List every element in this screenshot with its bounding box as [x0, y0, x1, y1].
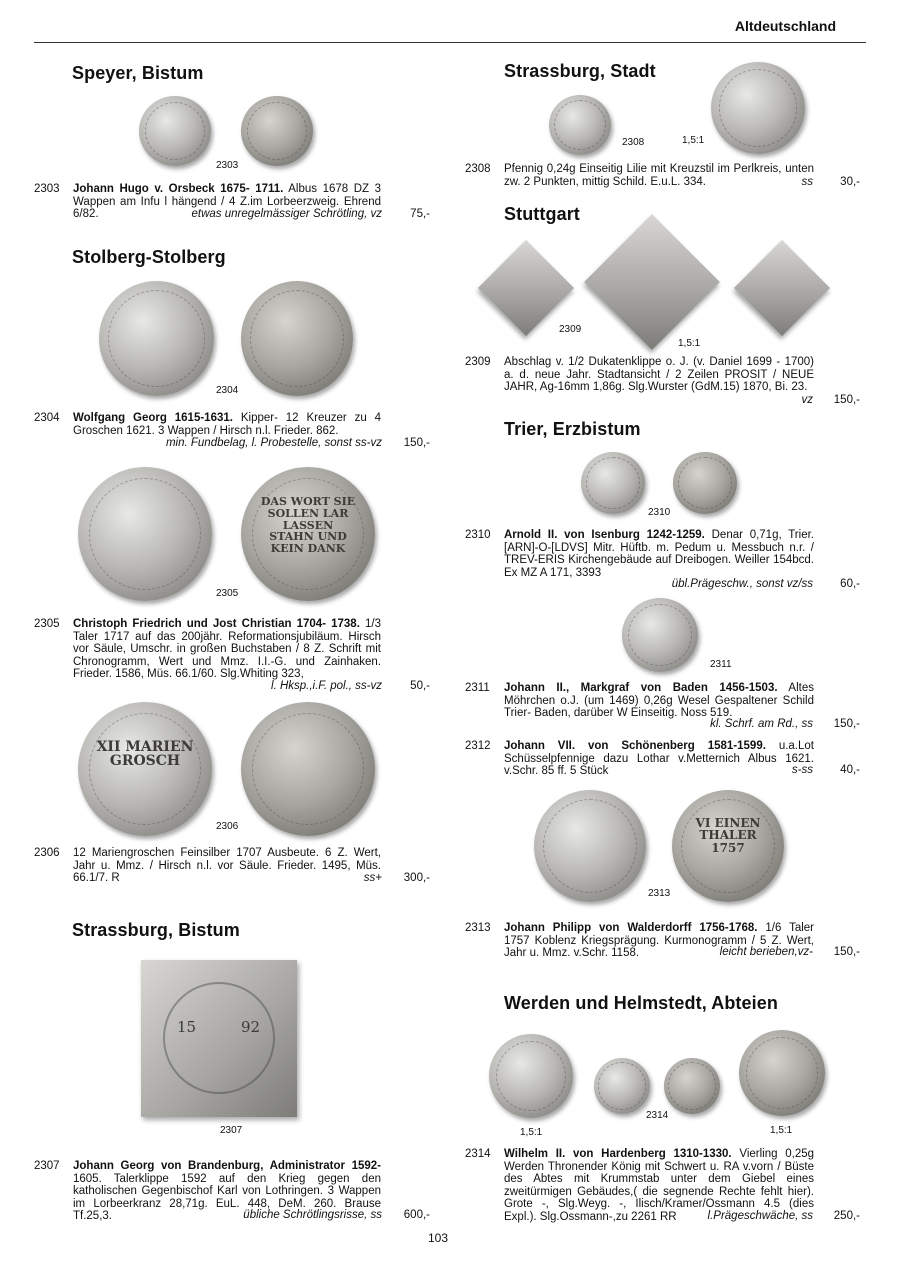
- coin-2313-obverse: [534, 790, 646, 902]
- coin-2310-obverse: [581, 452, 645, 514]
- lot-title-2310: Arnold II. von Isenburg 1242-1259.: [504, 529, 705, 541]
- figure-scale-2309: 1,5:1: [678, 338, 701, 349]
- coin-2307-date-right: 92: [241, 1018, 261, 1036]
- heading-stuttgart: Stuttgart: [504, 204, 580, 224]
- coin-2314-enlarged-reverse: [739, 1030, 825, 1116]
- figure-label-2314: 2314: [646, 1110, 669, 1121]
- lot-number-2308: 2308: [465, 163, 491, 175]
- coin-2308-small: [549, 95, 611, 155]
- lot-title-2313: Johann Philipp von Walderdorff 1756-1768.: [504, 922, 758, 934]
- header-divider: [34, 42, 866, 43]
- lot-description-2308: Pfennig 0,24g Einseitig Lilie mit Kreuzstil im Perlkreis, unten zw. 2 Punkten, mittig Schild. E.u.L. 334.: [504, 163, 814, 188]
- lot-number-2303: 2303: [34, 183, 60, 195]
- lot-title-2303: Johann Hugo v. Orsbeck 1675- 1711.: [73, 183, 284, 195]
- lot-text-2303: Albus 1678 DZ 3 Wappen am Infu l hängend / 4 Z.im Lorbeerzweig. Ehrend 6/82.: [73, 183, 381, 221]
- lot-description-2310: [504, 529, 814, 579]
- heading-stolberg: Stolberg-Stolberg: [72, 247, 226, 267]
- lot-price-2309: 150,-: [833, 394, 860, 406]
- lot-number-2311: 2311: [465, 682, 490, 694]
- lot-number-2306: 2306: [34, 847, 60, 859]
- heading-werden: Werden und Helmstedt, Abteien: [504, 993, 778, 1013]
- coin-2306-inscription: XII MARIEN GROSCH: [96, 738, 194, 770]
- coin-2305-reverse: [241, 467, 375, 601]
- lot-price-2313: 150,-: [833, 946, 860, 958]
- lot-description-2305: [73, 618, 381, 681]
- figure-label-2304: 2304: [216, 385, 239, 396]
- lot-title-2304: Wolfgang Georg 1615-1631.: [73, 412, 233, 424]
- heading-strassburg-bistum: Strassburg, Bistum: [72, 920, 240, 940]
- coin-2308-enlarged: [711, 62, 805, 154]
- heading-speyer: Speyer, Bistum: [72, 63, 204, 83]
- lot-grade-2307: übliche Schrötlingsrisse, ss: [243, 1209, 382, 1221]
- lot-grade-2305: l. Hksp.,i.F. pol., ss-vz: [271, 680, 382, 692]
- section-title: Altdeutschland: [734, 18, 836, 34]
- coin-2306-obverse: [78, 702, 212, 836]
- figure-label-2313: 2313: [648, 888, 671, 899]
- lot-number-2305: 2305: [34, 618, 60, 630]
- lot-title-2314: Wilhelm II. von Hardenberg 1310-1330.: [504, 1148, 732, 1160]
- lot-price-2305: 50,-: [410, 680, 430, 692]
- coin-2304-obverse: [99, 281, 214, 396]
- coin-2307-klippe: [141, 960, 297, 1117]
- lot-price-2314: 250,-: [833, 1210, 860, 1222]
- figure-label-2306: 2306: [216, 821, 239, 832]
- coin-2303-obverse: [139, 96, 211, 166]
- lot-price-2311: 150,-: [833, 718, 860, 730]
- coin-2307-date-left: 15: [177, 1018, 197, 1036]
- lot-description-2312: [504, 740, 814, 778]
- lot-number-2313: 2313: [465, 922, 491, 934]
- lot-grade-2310: übl.Prägeschw., sonst vz/ss: [671, 578, 813, 590]
- lot-grade-2308: ss: [801, 176, 813, 188]
- lot-description-2311: [504, 682, 814, 720]
- coin-2314-enlarged-obverse: [489, 1034, 573, 1118]
- coin-2304-reverse: [241, 281, 353, 396]
- coin-2314-reverse: [664, 1058, 720, 1114]
- figure-label-2308: 2308: [622, 137, 645, 148]
- coin-2314-obverse: [594, 1058, 650, 1114]
- lot-number-2314: 2314: [465, 1148, 491, 1160]
- lot-grade-2314: l.Prägeschwäche, ss: [707, 1210, 813, 1222]
- lot-grade-2309: vz: [801, 394, 813, 406]
- lot-number-2309: 2309: [465, 356, 491, 368]
- lot-grade-2313: leicht berieben,vz-: [719, 946, 813, 958]
- figure-scale-2314-right: 1,5:1: [770, 1125, 793, 1136]
- lot-grade-2312: s-ss: [791, 764, 813, 776]
- lot-price-2310: 60,-: [840, 578, 860, 590]
- lot-price-2304: 150,-: [403, 437, 430, 449]
- coin-2303-reverse: [241, 96, 313, 166]
- lot-text-2311: Altes Möhrchen o.J. (um 1469) 0,26g Wesel Gespaltener Schild Trier- Baden, darüber W Einseitig. Noss 519.: [504, 682, 814, 720]
- lot-text-2304: Kipper- 12 Kreuzer zu 4 Groschen 1621. 3 Wappen / Hirsch n.l. Frieder. 862.: [73, 412, 381, 437]
- coin-2311: [622, 598, 698, 672]
- lot-description-2306: 12 Mariengroschen Feinsilber 1707 Ausbeute. 6 Z. Wert, Jahr u. Mmz. / Hirsch n.l. vor Säule. Frieder. 1495, Müs. 66.1/7. R: [73, 847, 381, 885]
- figure-label-2310: 2310: [648, 507, 671, 518]
- figure-scale-2314-left: 1,5:1: [520, 1127, 543, 1138]
- lot-text-2307: 1605. Talerklippe 1592 auf den Krieg gegen den katholischen Gegenbischof Karl von Lothringen. 3 Wappen im Lorbeerkranz 28,71g. EuL. 448, DeM. 260. Brause Tf.25,3.: [73, 1172, 381, 1223]
- coin-2306-reverse: [241, 702, 375, 836]
- lot-text-2310: Denar 0,71g, Trier. [ARN]-O-[LDVS] Mitr. Hüftb. m. Pedum u. Messbuch n.r. / TREV-ERIS Kirchengebäude auf Dreibogen. Weiller 154bcd. Ex MZ A 171, 3393: [504, 529, 814, 579]
- coin-2309-reverse: [734, 240, 830, 336]
- lot-title-2312: Johann VII. von Schönenberg 1581-1599.: [504, 740, 766, 752]
- lot-number-2304: 2304: [34, 412, 60, 424]
- lot-grade-2304: min. Fundbelag, l. Probestelle, sonst ss-vz: [165, 437, 382, 449]
- page-number: 103: [428, 1231, 449, 1245]
- coin-2305-obverse: [78, 467, 212, 601]
- coin-2313-reverse: [672, 790, 784, 902]
- lot-number-2312: 2312: [465, 740, 491, 752]
- lot-description-2304: [73, 412, 381, 437]
- lot-price-2306: 300,-: [403, 872, 430, 884]
- lot-price-2303: 75,-: [410, 208, 430, 220]
- figure-label-2305: 2305: [216, 588, 239, 599]
- heading-strassburg-stadt: Strassburg, Stadt: [504, 61, 656, 81]
- figure-label-2303: 2303: [216, 160, 239, 171]
- lot-price-2312: 40,-: [840, 764, 860, 776]
- lot-title-2307: Johann Georg von Brandenburg, Administrator 1592-: [73, 1160, 381, 1172]
- lot-price-2308: 30,-: [840, 176, 860, 188]
- lot-grade-2311: kl. Schrf. am Rd., ss: [710, 718, 813, 730]
- lot-number-2307: 2307: [34, 1160, 60, 1172]
- heading-trier: Trier, Erzbistum: [504, 419, 641, 439]
- lot-text-2313: 1/6 Taler 1757 Koblenz Kriegsprägung. Kurmonogramm / 5 Z. Wert, Jahr u. Mmz. v.Schr. 1158.: [504, 922, 814, 960]
- lot-grade-2306: ss+: [363, 872, 382, 884]
- lot-title-2311: Johann II., Markgraf von Baden 1456-1503.: [504, 682, 778, 694]
- figure-scale-2308: 1,5:1: [682, 135, 705, 146]
- lot-text-2314: Vierling 0,25g Werden Thronender König mit Schwert u. RA v.vorn / Büste des Abtes mit Krummstab unter dem Giebel eines zweitürmigen Gebäudes,( die segnende Rechte fehlt hier). Grote -, Slg.Weyg. -, Ilisch/Kramer/Ossmann 4.5 (dies Expl.). Slg.Ossmann-,zu 2261 RR: [504, 1148, 815, 1223]
- coin-2305-inscription: DAS WORT SIE SOLLEN LAR LASSEN STAHN UND KEIN DANK: [260, 495, 356, 555]
- figure-label-2311: 2311: [710, 659, 732, 670]
- lot-number-2310: 2310: [465, 529, 491, 541]
- lot-text-2305: 1/3 Taler 1717 auf das 200jähr. Reformationsjubiläum. Hirsch vor Säule, Umschr. in großen Buchstaben / 8 Z. Schrift mit Chronogramm, Wert und Mmz. I.I.-G. und Zainhaken. Frieder. 1586, Müs. 66.1/60. Slg.Whiting 323,: [73, 618, 381, 681]
- lot-description-2309: Abschlag v. 1/2 Dukatenklippe o. J. (v. Daniel 1699 - 1700) a. d. neue Jahr. Stadtansicht / 2 Zeilen PROSIT / NEUE JAHR, Ag-16mm 1,86g. Slg.Wurster (GdM.15) 1870, Bi. 23.: [504, 356, 814, 394]
- lot-title-2305: Christoph Friedrich und Jost Christian 1704- 1738.: [73, 618, 360, 630]
- coin-2313-inscription: VI EINEN THALER 1757: [695, 815, 761, 856]
- coin-2310-reverse: [673, 452, 737, 514]
- lot-price-2307: 600,-: [403, 1209, 430, 1221]
- figure-label-2307: 2307: [220, 1125, 243, 1136]
- figure-label-2309: 2309: [559, 324, 582, 335]
- coin-2309-obverse: [478, 240, 574, 336]
- lot-text-2312: u.a.Lot Schüsselpfennige dazu Lothar v.Metternich Albus 1621. v.Schr. 85 ff. 5 Stück: [504, 740, 814, 778]
- lot-grade-2303: etwas unregelmässiger Schrötling, vz: [191, 208, 382, 220]
- coin-2309-enlarged: [584, 214, 720, 350]
